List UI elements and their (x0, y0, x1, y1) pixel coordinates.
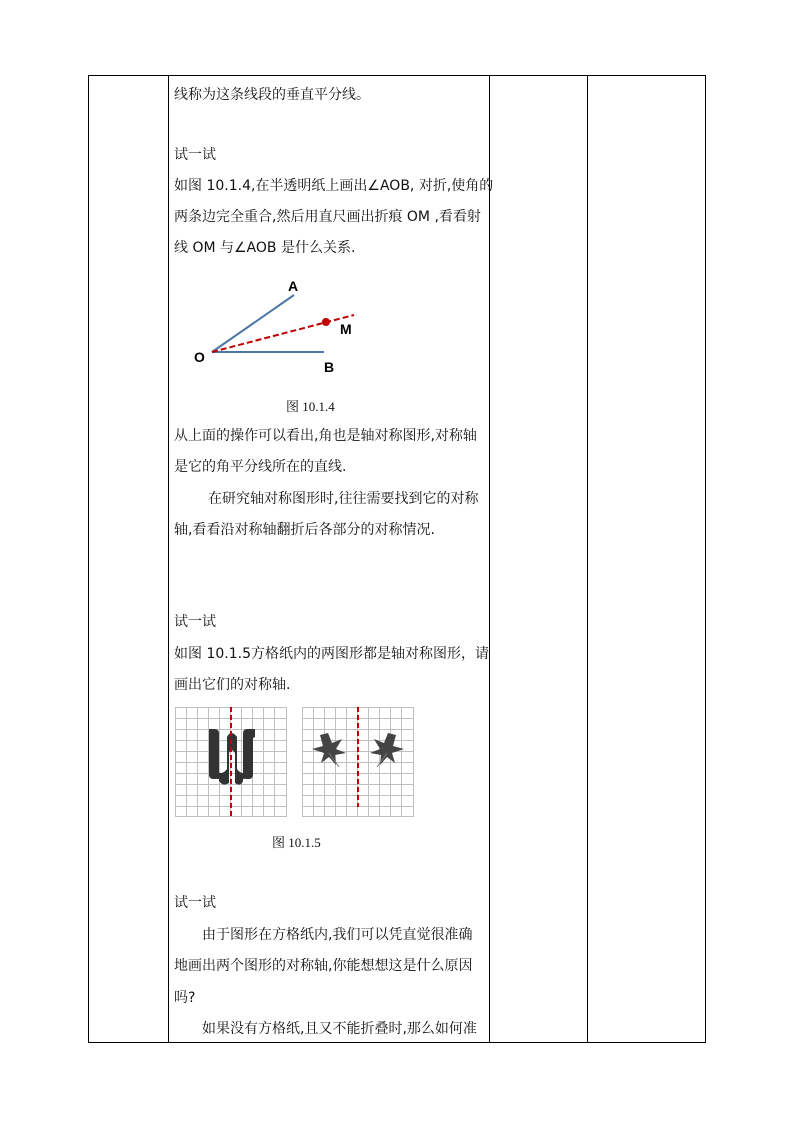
symmetric-shape-right-bar (243, 729, 253, 779)
section-title: 试一试 (174, 147, 216, 163)
leaf-shape-right (370, 733, 404, 765)
column-divider (587, 76, 588, 1042)
text-line: 吗? (174, 990, 196, 1006)
column-divider (168, 76, 169, 1042)
label-o: O (194, 349, 205, 365)
symmetric-shape-left-bar (209, 729, 219, 779)
text-line: 如果没有方格纸,且又不能折叠时,那么如何准 (202, 1021, 477, 1037)
column-divider (489, 76, 490, 1042)
grid-figure-right (302, 707, 414, 817)
figure-caption: 图 10.1.4 (286, 399, 335, 414)
text-line: 如图 10.1.4,在半透明纸上画出∠AOB, 对折,使角的 (174, 178, 494, 194)
text-line: 由于图形在方格纸内,我们可以凭直觉很准确 (202, 927, 473, 943)
text-line: 如图 10.1.5方格纸内的两图形都是轴对称图形，请 (174, 646, 489, 662)
text-line: 线称为这条线段的垂直平分线。 (174, 87, 370, 103)
text-line: 从上面的操作可以看出,角也是轴对称图形,对称轴 (174, 428, 477, 444)
text-line: 在研究轴对称图形时,往往需要找到它的对称 (208, 491, 479, 507)
section-title: 试一试 (174, 895, 216, 911)
leaf-shape-left (312, 733, 346, 765)
fold-line-om (212, 315, 354, 352)
text-line: 两条边完全重合,然后用直尺画出折痕 OM ,看看射 (174, 209, 481, 225)
figure-caption: 图 10.1.5 (272, 835, 321, 850)
label-a: A (288, 278, 299, 294)
text-line: 画出它们的对称轴. (174, 677, 291, 693)
grid-figure-left (175, 707, 287, 817)
ray-oa (212, 295, 294, 352)
section-title: 试一试 (174, 614, 216, 630)
label-m: M (340, 321, 352, 337)
text-line: 地画出两个图形的对称轴,你能想想这是什么原因 (174, 958, 473, 974)
text-line: 是它的角平分线所在的直线. (174, 459, 347, 475)
point-m (322, 318, 330, 326)
text-line: 线 OM 与∠AOB 是什么关系. (174, 240, 356, 256)
text-line: 轴,看看沿对称轴翻折后各部分的对称情况. (174, 522, 435, 538)
angle-figure (192, 275, 372, 379)
label-b: B (324, 359, 335, 375)
